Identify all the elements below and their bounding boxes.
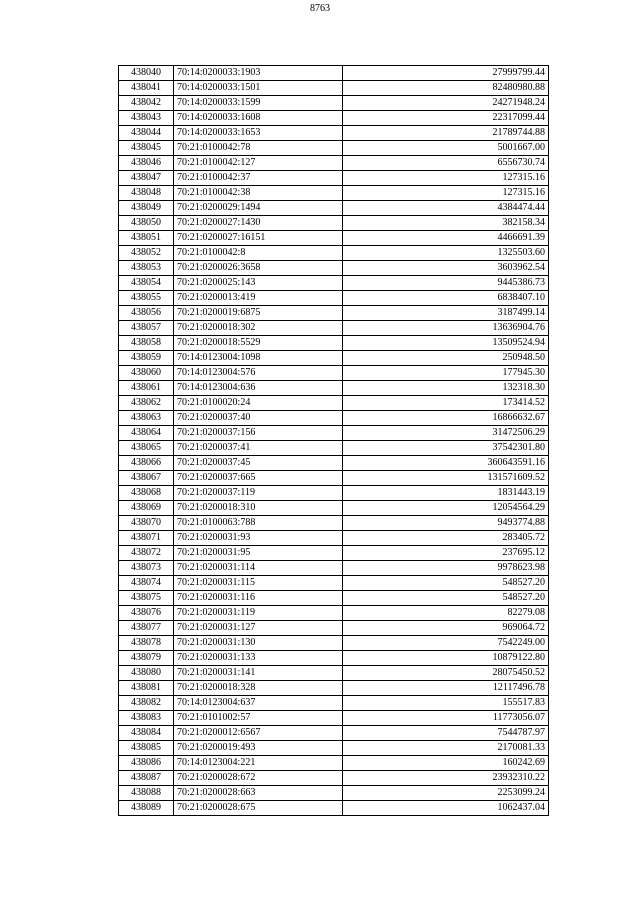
value-cell: 3187499.14 [343,306,549,321]
cadastral-number-cell: 70:21:0200037:41 [174,441,343,456]
table-row [119,351,549,366]
value-cell: 2170081.33 [343,741,549,756]
cadastral-number-cell: 70:21:0200031:133 [174,651,343,666]
value-cell: 82480980.88 [343,81,549,96]
table-row [119,786,549,801]
table-row [119,336,549,351]
value-cell: 22317099.44 [343,111,549,126]
table-row [119,621,549,636]
cadastral-number-cell: 70:21:0200037:40 [174,411,343,426]
value-cell: 11773056.07 [343,711,549,726]
cadastral-number-cell: 70:21:0200027:1430 [174,216,343,231]
table-row [119,126,549,141]
value-cell: 12054564.29 [343,501,549,516]
table-row [119,246,549,261]
value-cell: 4384474.44 [343,201,549,216]
value-cell: 3603962.54 [343,261,549,276]
value-cell: 131571609.52 [343,471,549,486]
cadastral-number-cell: 70:21:0200013:419 [174,291,343,306]
table-row [119,441,549,456]
value-cell: 2253099.24 [343,786,549,801]
value-cell: 7544787.97 [343,726,549,741]
row-id-cell: 438059 [119,351,174,366]
cadastral-number-cell: 70:14:0123004:637 [174,696,343,711]
cadastral-number-cell: 70:21:0200031:127 [174,621,343,636]
table-row [119,531,549,546]
cadastral-number-cell: 70:21:0200019:6875 [174,306,343,321]
cadastral-number-cell: 70:21:0200027:16151 [174,231,343,246]
row-id-cell: 438041 [119,81,174,96]
table-row [119,696,549,711]
row-id-cell: 438056 [119,306,174,321]
table-row [119,306,549,321]
value-cell: 127315.16 [343,186,549,201]
cadastral-number-cell: 70:21:0200026:3658 [174,261,343,276]
row-id-cell: 438079 [119,651,174,666]
cadastral-number-cell: 70:14:0123004:576 [174,366,343,381]
row-id-cell: 438075 [119,591,174,606]
cadastral-number-cell: 70:21:0200029:1494 [174,201,343,216]
row-id-cell: 438083 [119,711,174,726]
table-body [119,66,549,816]
row-id-cell: 438049 [119,201,174,216]
table-row [119,501,549,516]
table-row [119,801,549,816]
table-row [119,606,549,621]
table-row [119,111,549,126]
row-id-cell: 438071 [119,531,174,546]
value-cell: 37542301.80 [343,441,549,456]
table-row [119,396,549,411]
value-cell: 9445386.73 [343,276,549,291]
value-cell: 13636904.76 [343,321,549,336]
table-row [119,321,549,336]
cadastral-number-cell: 70:21:0200019:493 [174,741,343,756]
cadastral-number-cell: 70:21:0100042:38 [174,186,343,201]
value-cell: 360643591.16 [343,456,549,471]
value-cell: 969064.72 [343,621,549,636]
row-id-cell: 438065 [119,441,174,456]
cadastral-number-cell: 70:21:0200031:93 [174,531,343,546]
cadastral-number-cell: 70:14:0123004:1098 [174,351,343,366]
row-id-cell: 438066 [119,456,174,471]
value-cell: 16866632.67 [343,411,549,426]
row-id-cell: 438042 [119,96,174,111]
value-cell: 13509524.94 [343,336,549,351]
row-id-cell: 438044 [119,126,174,141]
row-id-cell: 438051 [119,231,174,246]
table-row [119,771,549,786]
value-cell: 24271948.24 [343,96,549,111]
value-cell: 160242.69 [343,756,549,771]
cadastral-number-cell: 70:21:0100042:78 [174,141,343,156]
table-row [119,456,549,471]
row-id-cell: 438060 [119,366,174,381]
row-id-cell: 438046 [119,156,174,171]
table-row [119,486,549,501]
cadastral-number-cell: 70:21:0200037:665 [174,471,343,486]
row-id-cell: 438062 [119,396,174,411]
cadastral-number-cell: 70:21:0101002:57 [174,711,343,726]
row-id-cell: 438057 [119,321,174,336]
table-row [119,651,549,666]
table-row [119,201,549,216]
row-id-cell: 438040 [119,66,174,81]
row-id-cell: 438053 [119,261,174,276]
cadastral-number-cell: 70:21:0200037:45 [174,456,343,471]
table-row [119,546,549,561]
cadastral-number-cell: 70:21:0100063:788 [174,516,343,531]
value-cell: 7542249.00 [343,636,549,651]
row-id-cell: 438068 [119,486,174,501]
table-row [119,576,549,591]
row-id-cell: 438061 [119,381,174,396]
table-row [119,516,549,531]
value-cell: 127315.16 [343,171,549,186]
value-cell: 1062437.04 [343,801,549,816]
cadastral-number-cell: 70:14:0200033:1653 [174,126,343,141]
row-id-cell: 438064 [119,426,174,441]
table-row [119,171,549,186]
row-id-cell: 438048 [119,186,174,201]
value-cell: 250948.50 [343,351,549,366]
row-id-cell: 438067 [119,471,174,486]
cadastral-number-cell: 70:21:0200025:143 [174,276,343,291]
cadastral-number-cell: 70:14:0200033:1903 [174,66,343,81]
row-id-cell: 438087 [119,771,174,786]
cadastral-number-cell: 70:14:0200033:1501 [174,81,343,96]
value-cell: 6556730.74 [343,156,549,171]
cadastral-number-cell: 70:21:0200028:663 [174,786,343,801]
table-row [119,681,549,696]
table-row [119,666,549,681]
row-id-cell: 438069 [119,501,174,516]
value-cell: 21789744.88 [343,126,549,141]
row-id-cell: 438081 [119,681,174,696]
cadastral-number-cell: 70:14:0123004:636 [174,381,343,396]
value-cell: 27999799.44 [343,66,549,81]
cadastral-number-cell: 70:21:0200037:119 [174,486,343,501]
table-row [119,756,549,771]
row-id-cell: 438077 [119,621,174,636]
table-row [119,366,549,381]
value-cell: 548527.20 [343,591,549,606]
row-id-cell: 438063 [119,411,174,426]
cadastral-number-cell: 70:14:0123004:221 [174,756,343,771]
row-id-cell: 438088 [119,786,174,801]
cadastral-number-cell: 70:21:0200031:141 [174,666,343,681]
table-row [119,81,549,96]
value-cell: 12117496.78 [343,681,549,696]
value-cell: 283405.72 [343,531,549,546]
cadastral-number-cell: 70:21:0200028:672 [174,771,343,786]
value-cell: 132318.30 [343,381,549,396]
row-id-cell: 438073 [119,561,174,576]
cadastral-number-cell: 70:21:0100020:24 [174,396,343,411]
value-cell: 4466691.39 [343,231,549,246]
page-number: 8763 [310,3,330,14]
row-id-cell: 438043 [119,111,174,126]
value-cell: 1831443.19 [343,486,549,501]
value-cell: 237695.12 [343,546,549,561]
row-id-cell: 438084 [119,726,174,741]
cadastral-number-cell: 70:21:0200031:115 [174,576,343,591]
cadastral-number-cell: 70:21:0200028:675 [174,801,343,816]
table-row [119,276,549,291]
table-row [119,186,549,201]
cadastral-number-cell: 70:21:0200018:302 [174,321,343,336]
value-cell: 548527.20 [343,576,549,591]
row-id-cell: 438078 [119,636,174,651]
row-id-cell: 438076 [119,606,174,621]
cadastral-value-table [118,65,549,816]
row-id-cell: 438047 [119,171,174,186]
table-row [119,231,549,246]
row-id-cell: 438074 [119,576,174,591]
row-id-cell: 438089 [119,801,174,816]
value-cell: 173414.52 [343,396,549,411]
table-row [119,141,549,156]
table-row [119,726,549,741]
cadastral-number-cell: 70:14:0200033:1608 [174,111,343,126]
cadastral-number-cell: 70:21:0100042:37 [174,171,343,186]
value-cell: 6838407.10 [343,291,549,306]
row-id-cell: 438070 [119,516,174,531]
cadastral-number-cell: 70:21:0100042:8 [174,246,343,261]
cadastral-number-cell: 70:21:0100042:127 [174,156,343,171]
cadastral-number-cell: 70:21:0200012:6567 [174,726,343,741]
value-cell: 9978623.98 [343,561,549,576]
table-row [119,66,549,81]
table-row [119,591,549,606]
table-row [119,741,549,756]
row-id-cell: 438058 [119,336,174,351]
table-row [119,411,549,426]
cadastral-number-cell: 70:21:0200018:328 [174,681,343,696]
cadastral-number-cell: 70:21:0200031:114 [174,561,343,576]
value-cell: 155517.83 [343,696,549,711]
row-id-cell: 438072 [119,546,174,561]
cadastral-number-cell: 70:21:0200018:310 [174,501,343,516]
table-row [119,96,549,111]
row-id-cell: 438086 [119,756,174,771]
table-row [119,291,549,306]
value-cell: 177945.30 [343,366,549,381]
cadastral-number-cell: 70:21:0200031:116 [174,591,343,606]
cadastral-number-cell: 70:21:0200031:95 [174,546,343,561]
table-row [119,471,549,486]
table-row [119,156,549,171]
value-cell: 10879122.80 [343,651,549,666]
table-row [119,711,549,726]
table-row [119,561,549,576]
value-cell: 382158.34 [343,216,549,231]
table-row [119,426,549,441]
cadastral-number-cell: 70:21:0200031:119 [174,606,343,621]
cadastral-number-cell: 70:21:0200037:156 [174,426,343,441]
cadastral-number-cell: 70:21:0200031:130 [174,636,343,651]
value-cell: 5001667.00 [343,141,549,156]
value-cell: 23932310.22 [343,771,549,786]
value-cell: 9493774.88 [343,516,549,531]
value-cell: 28075450.52 [343,666,549,681]
value-cell: 31472506.29 [343,426,549,441]
row-id-cell: 438082 [119,696,174,711]
row-id-cell: 438052 [119,246,174,261]
value-cell: 82279.08 [343,606,549,621]
table-row [119,216,549,231]
cadastral-number-cell: 70:14:0200033:1599 [174,96,343,111]
row-id-cell: 438054 [119,276,174,291]
table-row [119,636,549,651]
table-row [119,381,549,396]
row-id-cell: 438080 [119,666,174,681]
cadastral-number-cell: 70:21:0200018:5529 [174,336,343,351]
row-id-cell: 438045 [119,141,174,156]
value-cell: 1325503.60 [343,246,549,261]
row-id-cell: 438050 [119,216,174,231]
row-id-cell: 438055 [119,291,174,306]
table-row [119,261,549,276]
row-id-cell: 438085 [119,741,174,756]
